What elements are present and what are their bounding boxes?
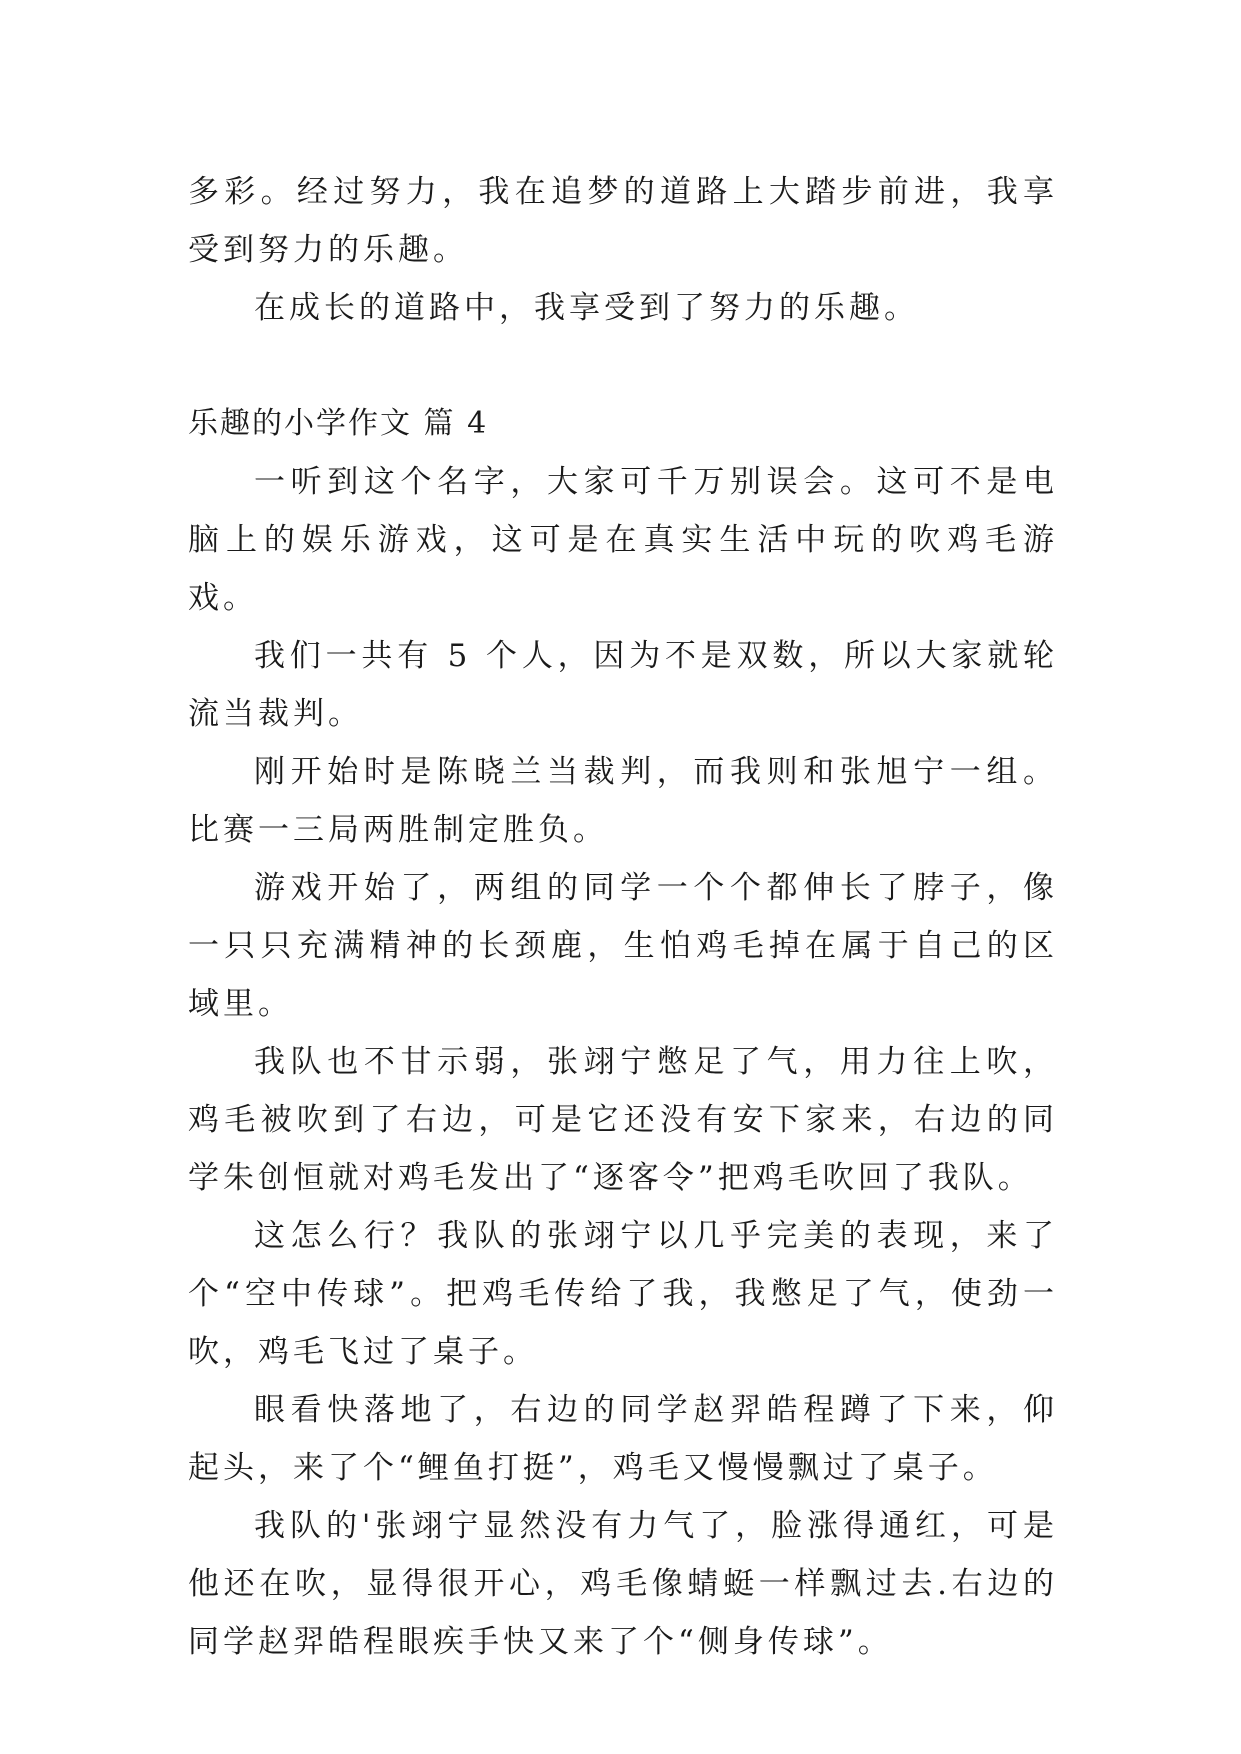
- paragraph: 这怎么行？我队的张翊宁以几乎完美的表现，来了个“空中传球”。把鸡毛传给了我，我憋足了气，使劲一吹，鸡毛飞过了桌子。: [188, 1218, 1058, 1370]
- paragraph: 我们一共有 5 个人，因为不是双数，所以大家就轮流当裁判。: [188, 638, 1058, 732]
- paragraph: 刚开始时是陈晓兰当裁判，而我则和张旭宁一组。比赛一三局两胜制定胜负。: [188, 754, 1058, 848]
- document-body: [188, 163, 1058, 1671]
- paragraph: 眼看快落地了，右边的同学赵羿皓程蹲了下来，仰起头，来了个“鲤鱼打挺”，鸡毛又慢慢飘过了桌子。: [188, 1392, 1058, 1486]
- paragraph: 一听到这个名字，大家可千万别误会。这可不是电脑上的娱乐游戏，这可是在真实生活中玩的吹鸡毛游戏。: [188, 464, 1058, 616]
- paragraph: 我队也不甘示弱，张翊宁憋足了气，用力往上吹，鸡毛被吹到了右边，可是它还没有安下家来，右边的同学朱创恒就对鸡毛发出了“逐客令”把鸡毛吹回了我队。: [188, 1044, 1058, 1196]
- section-gap: [188, 337, 1058, 395]
- section-heading: 乐趣的小学作文 篇 4: [188, 406, 489, 441]
- paragraph-continuation: 多彩。经过努力，我在追梦的道路上大踏步前进，我享受到努力的乐趣。: [188, 174, 1058, 268]
- paragraph-conclusion: 在成长的道路中，我享受到了努力的乐趣。: [254, 290, 919, 326]
- paragraph: 游戏开始了，两组的同学一个个都伸长了脖子，像一只只充满精神的长颈鹿，生怕鸡毛掉在属于自己的区域里。: [188, 870, 1058, 1022]
- paragraph: 我队的'张翊宁显然没有力气了，脸涨得通红，可是他还在吹，显得很开心，鸡毛像蜻蜓一样飘过去.右边的同学赵羿皓程眼疾手快又来了个“侧身传球”。: [188, 1508, 1058, 1660]
